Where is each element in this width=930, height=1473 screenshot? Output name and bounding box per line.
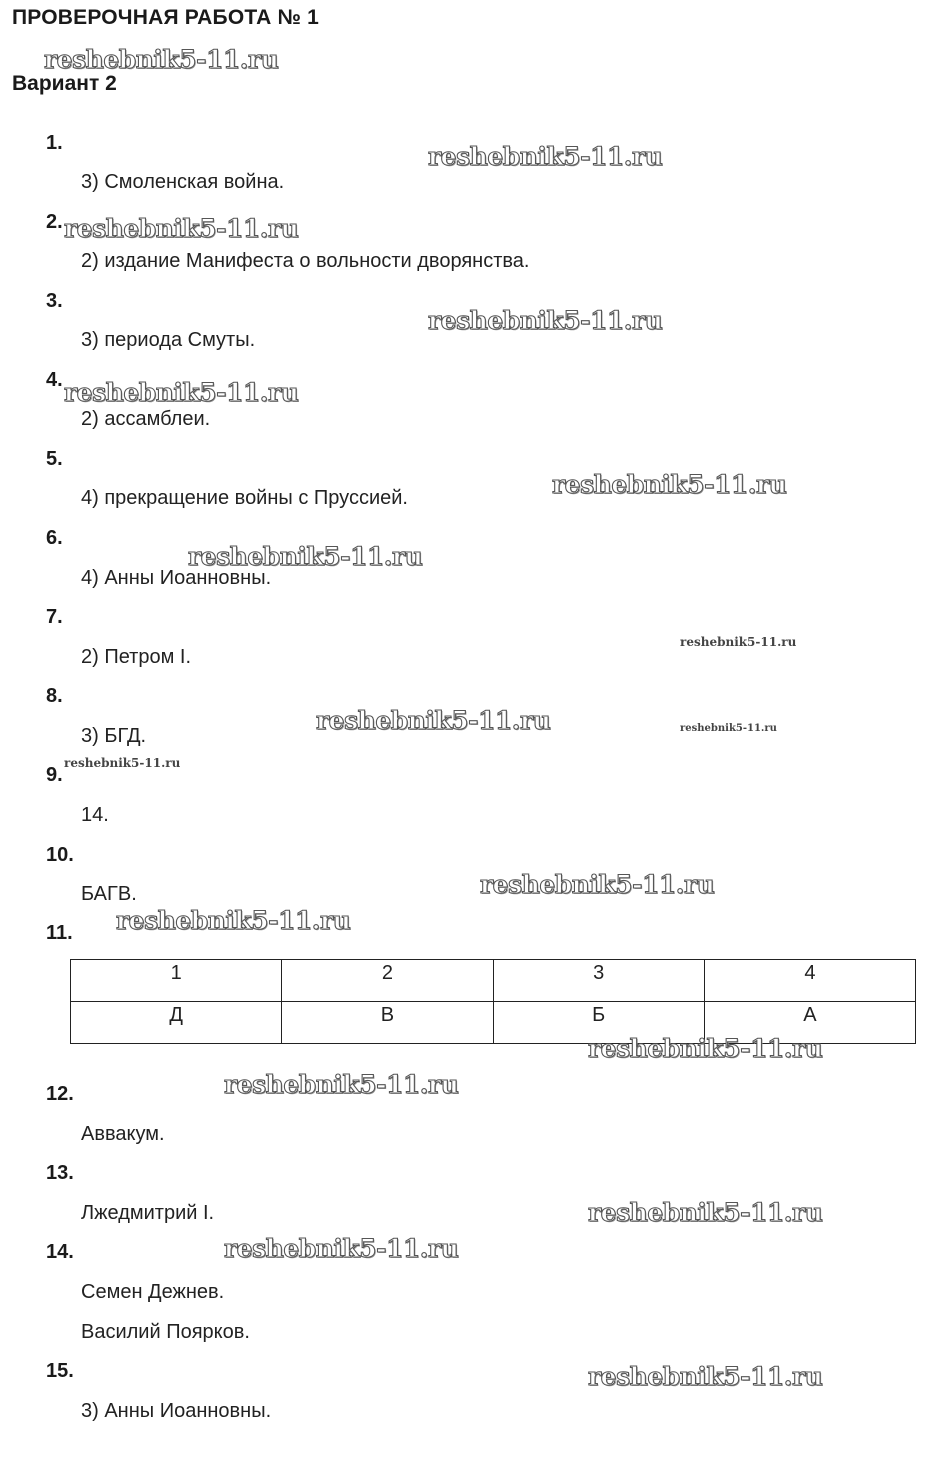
- watermark: reshebnik5-11.ru: [224, 1234, 459, 1263]
- question-number: 6.: [46, 527, 63, 549]
- question-number: 11.: [46, 922, 73, 944]
- question-number: 14.: [46, 1241, 74, 1263]
- watermark: reshebnik5-11.ru: [44, 45, 279, 74]
- question-number: 5.: [46, 448, 63, 470]
- question-number: 7.: [46, 606, 63, 628]
- answer-text: Семен Дежнев.: [81, 1281, 225, 1303]
- question-number: 9.: [46, 764, 63, 786]
- answer-text: 3) периода Смуты.: [81, 329, 256, 351]
- answer-text: БАГВ.: [81, 883, 137, 905]
- watermark: reshebnik5-11.ru: [588, 1362, 823, 1391]
- question-number: 4.: [46, 369, 63, 391]
- answer-text: 4) прекращение войны с Пруссией.: [81, 487, 408, 509]
- question-number: 2.: [46, 211, 63, 233]
- answer-text: Василий Поярков.: [81, 1321, 250, 1343]
- answer-text: 3) Смоленская война.: [81, 171, 285, 193]
- question-number: 10.: [46, 844, 74, 866]
- answer-text: Лжедмитрий I.: [81, 1202, 215, 1224]
- watermark: reshebnik5-11.ru: [552, 470, 787, 499]
- table-cell: 3: [493, 960, 704, 1002]
- variant-heading: Вариант 2: [12, 72, 117, 95]
- watermark: reshebnik5-11.ru: [588, 1034, 823, 1063]
- watermark: reshebnik5-11.ru: [224, 1070, 459, 1099]
- question-number: 3.: [46, 290, 63, 312]
- question-number: 1.: [46, 132, 63, 154]
- answer-text: 2) ассамблеи.: [81, 408, 211, 430]
- watermark: reshebnik5-11.ru: [588, 1198, 823, 1227]
- watermark: reshebnik5-11.ru: [116, 906, 351, 935]
- table-cell: 4: [704, 960, 915, 1002]
- watermark: reshebnik5-11.ru: [316, 706, 551, 735]
- watermark: reshebnik5-11.ru: [480, 870, 715, 899]
- watermark: reshebnik5-11.ru: [428, 142, 663, 171]
- question-number: 13.: [46, 1162, 74, 1184]
- answer-text: 2) издание Манифеста о вольности дворянства.: [81, 250, 530, 272]
- watermark: reshebnik5-11.ru: [64, 214, 299, 243]
- table-cell: Д: [71, 1002, 282, 1044]
- table-row: [71, 960, 916, 1002]
- watermark: reshebnik5-11.ru: [188, 542, 423, 571]
- watermark: reshebnik5-11.ru: [680, 723, 777, 734]
- answer-text: 3) Анны Иоанновны.: [81, 1400, 272, 1422]
- page-title: ПРОВЕРОЧНАЯ РАБОТА № 1: [12, 6, 319, 29]
- question-number: 12.: [46, 1083, 74, 1105]
- answer-text: 4) Анны Иоанновны.: [81, 567, 272, 589]
- answer-text: 14.: [81, 804, 109, 826]
- watermark: reshebnik5-11.ru: [428, 306, 663, 335]
- table-cell: А: [704, 1002, 915, 1044]
- answer-text: 2) Петром I.: [81, 646, 191, 668]
- table-cell: Б: [493, 1002, 704, 1044]
- watermark: reshebnik5-11.ru: [680, 635, 797, 649]
- answer-text: 3) БГД.: [81, 725, 147, 747]
- answer-text: Аввакум.: [81, 1123, 165, 1145]
- watermark: reshebnik5-11.ru: [64, 756, 181, 770]
- watermark: reshebnik5-11.ru: [64, 378, 299, 407]
- table-cell: 1: [71, 960, 282, 1002]
- table-cell: 2: [282, 960, 493, 1002]
- matching-table: [70, 959, 916, 1044]
- question-number: 15.: [46, 1360, 74, 1382]
- question-number: 8.: [46, 685, 63, 707]
- table-cell: В: [282, 1002, 493, 1044]
